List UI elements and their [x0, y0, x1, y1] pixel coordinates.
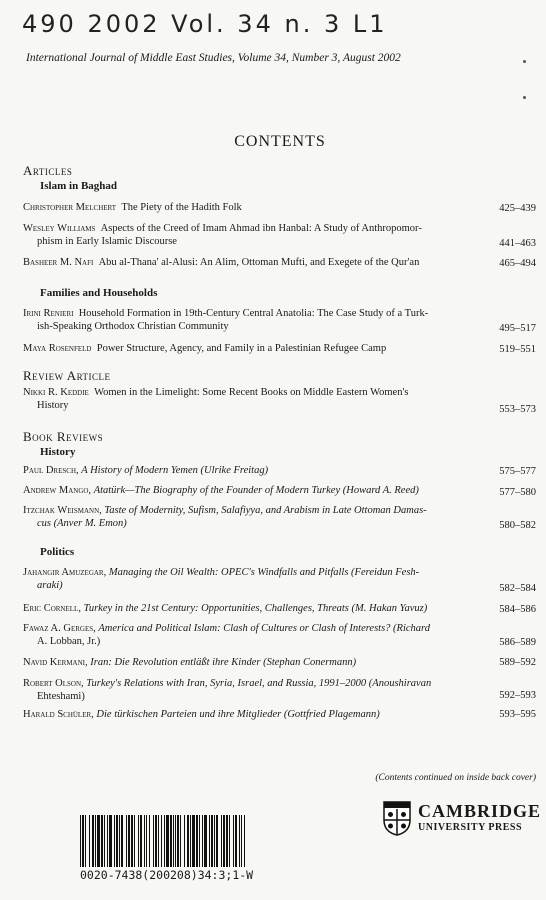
contents-heading: CONTENTS — [234, 133, 326, 150]
entry-title: A History of Modern Yemen (Ulrike Freitag) — [81, 465, 269, 476]
toc-entry — [23, 602, 465, 615]
entry-author: Nikki R. Keddie — [23, 387, 89, 398]
toc-entry — [23, 307, 465, 333]
entry-author: Harald Schüler, — [23, 709, 94, 720]
entry-title-cont: phism in Early Islamic Discourse — [37, 236, 177, 247]
continued-note: (Contents continued on inside back cover) — [375, 773, 536, 783]
entry-title: Abu al-Thana' al-Alusi: An Alim, Ottoman Mufti, and Exegete of the Qur'an — [98, 257, 420, 268]
toc-entry — [23, 622, 465, 648]
entry-author: Fawaz A. Gerges, — [23, 623, 96, 634]
entry-pages: 425–439 — [499, 203, 536, 214]
entry-title: Managing the Oil Wealth: OPEC's Windfalls and Pitfalls (Fereidun Fesh- — [108, 567, 420, 578]
entry-title-cont: araki) — [37, 580, 63, 591]
entry-author: Eric Cornell, — [23, 603, 81, 614]
subhead-islam: Islam in Baghad — [40, 180, 118, 192]
toc-entry — [23, 201, 465, 214]
entry-title: Taste of Modernity, Sufism, Salafiyya, and Arabism in Late Ottoman Damas- — [104, 505, 427, 516]
section-review-article: Review Article — [23, 368, 111, 383]
speck — [523, 96, 526, 99]
toc-entry — [23, 342, 465, 355]
entry-pages: 586–589 — [499, 637, 536, 648]
toc-entry — [23, 484, 465, 497]
entry-title: Turkey's Relations with Iran, Syria, Israel, and Russia, 1991–2000 (Anoushiravan — [86, 678, 432, 689]
barcode — [80, 815, 248, 867]
handwritten-call-number: 490 2002 Vol. 34 n. 3 L1 — [22, 10, 388, 38]
entry-pages: 495–517 — [499, 323, 536, 334]
entry-author: Basheer M. Nafi — [23, 257, 94, 268]
entry-title: Women in the Limelight: Some Recent Books on Middle Eastern Women's — [94, 387, 409, 398]
entry-author: Irini Renieri — [23, 308, 74, 319]
entry-author: Maya Rosenfeld — [23, 343, 92, 354]
entry-pages: 553–573 — [499, 404, 536, 415]
publisher-name: CAMBRIDGE — [418, 801, 542, 821]
entry-title: Power Structure, Agency, and Family in a Palestinian Refugee Camp — [96, 343, 387, 354]
subhead-politics: Politics — [40, 546, 75, 558]
entry-title: Iran: Die Revolution entläßt ihre Kinder (Stephan Conermann) — [90, 657, 357, 668]
subhead-history: History — [40, 446, 76, 458]
entry-title: Atatürk—The Biography of the Founder of Modern Turkey (Howard A. Reed) — [93, 485, 419, 496]
toc-entry — [23, 677, 465, 703]
barcode-number: 0020-7438(200208)34:3;1-W — [80, 868, 254, 882]
entry-author: Christopher Melchert — [23, 202, 117, 213]
cambridge-crest-icon — [382, 800, 412, 836]
toc-entry — [23, 222, 465, 248]
entry-author: Robert Olson, — [23, 678, 84, 689]
entry-pages: 592–593 — [499, 690, 536, 701]
entry-title: Die türkischen Parteien und ihre Mitglieder (Gottfried Plagemann) — [96, 709, 380, 720]
entry-title: The Piety of the Hadith Folk — [121, 202, 242, 213]
entry-author: Itzchak Weismann, — [23, 505, 102, 516]
entry-pages: 584–586 — [499, 604, 536, 615]
entry-title-cont: History — [37, 400, 69, 411]
entry-pages: 577–580 — [499, 487, 536, 498]
entry-title-cont: Ehteshami) — [37, 691, 85, 702]
entry-title-cont: ish-Speaking Orthodox Christian Community — [37, 321, 229, 332]
entry-author: Paul Dresch, — [23, 465, 79, 476]
journal-citation: International Journal of Middle East Studies, Volume 34, Number 3, August 2002 — [26, 52, 401, 64]
publisher-subname: UNIVERSITY PRESS — [418, 822, 523, 833]
entry-pages: 575–577 — [499, 466, 536, 477]
entry-pages: 580–582 — [499, 520, 536, 531]
section-articles: Articles — [23, 163, 73, 178]
entry-title-cont: A. Lobban, Jr.) — [37, 636, 101, 647]
entry-pages: 589–592 — [499, 657, 536, 668]
toc-entry — [23, 566, 465, 592]
entry-title-cont: cus (Anver M. Emon) — [37, 518, 127, 529]
entry-title: Turkey in the 21st Century: Opportunities, Challenges, Threats (M. Hakan Yavuz) — [83, 603, 428, 614]
subhead-families: Families and Households — [40, 287, 158, 299]
entry-pages: 465–494 — [499, 258, 536, 269]
entry-pages: 582–584 — [499, 583, 536, 594]
toc-entry — [23, 504, 465, 530]
entry-author: Andrew Mango, — [23, 485, 92, 496]
entry-title: Aspects of the Creed of Imam Ahmad ibn Hanbal: A Study of Anthropomor- — [100, 223, 422, 234]
entry-pages: 441–463 — [499, 238, 536, 249]
toc-entry — [23, 386, 465, 412]
speck — [523, 60, 526, 63]
section-book-reviews: Book Reviews — [23, 429, 104, 444]
entry-author: Jahangir Amuzegar, — [23, 567, 107, 578]
entry-pages: 593–595 — [499, 709, 536, 720]
entry-title: America and Political Islam: Clash of Cultures or Clash of Interests? (Richard — [98, 623, 430, 634]
entry-author: Navid Kermani, — [23, 657, 88, 668]
toc-entry — [23, 464, 465, 477]
entry-title: Household Formation in 19th-Century Central Anatolia: The Case Study of a Turk- — [78, 308, 429, 319]
toc-entry — [23, 256, 465, 269]
toc-entry — [23, 708, 465, 721]
entry-pages: 519–551 — [499, 344, 536, 355]
entry-author: Wesley Williams — [23, 223, 96, 234]
toc-entry — [23, 656, 465, 669]
